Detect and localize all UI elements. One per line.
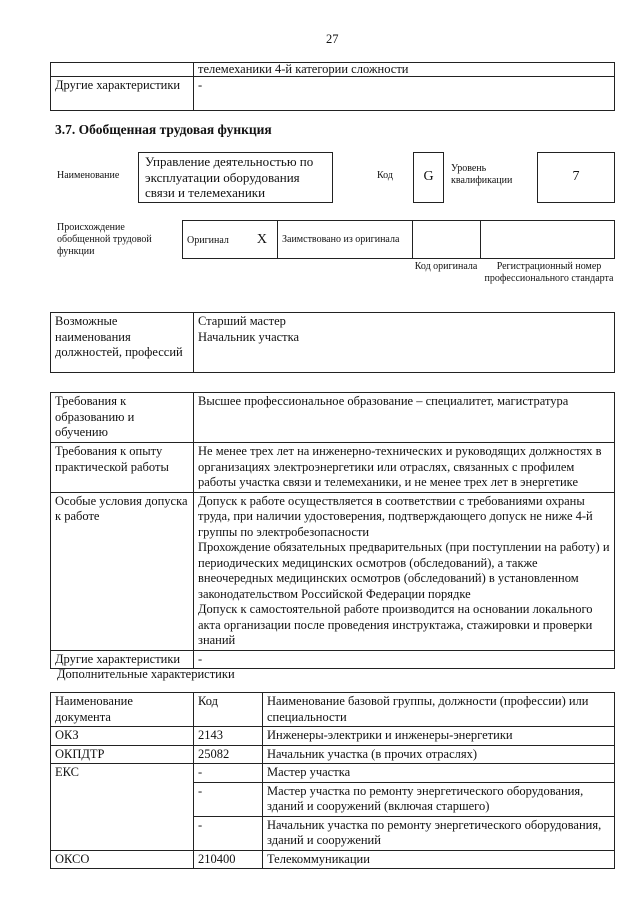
- req-label: Требования к образованию и обучению: [51, 393, 194, 443]
- code-cell: -: [194, 782, 263, 816]
- code-caption: Код оригинала: [414, 261, 478, 272]
- level-label: Уровень квалификации: [451, 163, 513, 186]
- name-cell: Начальник участка по ремонту энергетического оборудования, зданий и сооружений: [263, 816, 615, 850]
- req-value: Прохождение обязательных предварительных (при поступлении на работу) и периодических медицинских осмотров (обследований), а также внеочередных медицинских осмотров (обследований) в установленном законодательством Российской Федерации порядке: [198, 540, 610, 601]
- code-cell: 25082: [194, 745, 263, 764]
- position-item: Начальник участка: [198, 329, 300, 344]
- name-cell: Начальник участка (в прочих отраслях): [263, 745, 615, 764]
- req-label: Особые условия допуска к работе: [51, 492, 194, 650]
- doc-cell: ЕКС: [51, 764, 194, 851]
- requirements-table: [50, 392, 615, 669]
- name-cell: Мастер участка: [263, 764, 615, 783]
- req-value: Допуск к работе осуществляется в соответствии с требованиями охраны труда, при наличии удостоверения, подтверждающего допуск не ниже 4-й группы по электробезопасности: [198, 493, 593, 539]
- name-cell: Телекоммуникации: [263, 850, 615, 869]
- header-cell: Наименование базовой группы, должности (профессии) или специальности: [263, 693, 615, 727]
- req-label: Другие характеристики: [51, 650, 194, 669]
- header-cell: Наименование документа: [51, 693, 194, 727]
- level-value: 7: [537, 152, 615, 203]
- doc-cell: ОКЗ: [51, 727, 194, 746]
- req-value: Высшее профессиональное образование – специалитет, магистратура: [194, 393, 615, 443]
- position-item: Старший мастер: [198, 314, 286, 328]
- name-label: Наименование: [57, 170, 120, 181]
- code-cell: 210400: [194, 850, 263, 869]
- top-table: [50, 62, 615, 111]
- positions-label: Возможные наименования должностей, профессий: [51, 313, 194, 373]
- code-cell: 2143: [194, 727, 263, 746]
- origin-label: Происхождение обобщенной трудовой функции: [57, 222, 152, 257]
- cell: [51, 63, 194, 77]
- positions-table: [50, 312, 615, 373]
- original-label: Оригинал: [187, 234, 229, 246]
- additional-table: [50, 692, 615, 869]
- reg-number-cell: [481, 221, 615, 259]
- name-cell: Инженеры-электрики и инженеры-энергетики: [263, 727, 615, 746]
- section-heading: 3.7. Обобщенная трудовая функция: [55, 122, 272, 137]
- cell: телемеханики 4-й категории сложности: [194, 63, 615, 77]
- cell: Другие характеристики: [51, 77, 194, 111]
- origin-table: [182, 220, 615, 259]
- additional-title: Дополнительные характеристики: [57, 667, 235, 681]
- borrowed-label: Заимствовано из оригинала: [278, 221, 413, 259]
- original-mark: X: [256, 231, 267, 247]
- req-value: -: [194, 650, 615, 669]
- gtf-code-value: G: [413, 152, 444, 203]
- reg-caption: Регистрационный номер профессионального стандарта: [484, 261, 614, 284]
- req-value: Допуск к самостоятельной работе производится на основании локального акта организации после проведения инструктажа, стажировки и проверки знаний: [198, 602, 593, 647]
- doc-cell: ОКСО: [51, 850, 194, 869]
- name-cell: Мастер участка по ремонту энергетического оборудования, зданий и сооружений (включая старшего): [263, 782, 615, 816]
- code-label: Код: [377, 170, 393, 181]
- header-cell: Код: [194, 693, 263, 727]
- gtf-name-value: Управление деятельностью по эксплуатации оборудования связи и телемеханики: [138, 152, 333, 203]
- doc-cell: ОКПДТР: [51, 745, 194, 764]
- original-code-cell: [413, 221, 481, 259]
- code-cell: -: [194, 816, 263, 850]
- code-cell: -: [194, 764, 263, 783]
- page-number: 27: [326, 32, 339, 46]
- req-label: Требования к опыту практической работы: [51, 443, 194, 493]
- cell: -: [194, 77, 615, 111]
- req-value: Не менее трех лет на инженерно-технических и руководящих должностях в организациях электроэнергетики или отраслях, связанных с профилем работы участка связи и телемеханики, и не менее трех лет в энергетике: [194, 443, 615, 493]
